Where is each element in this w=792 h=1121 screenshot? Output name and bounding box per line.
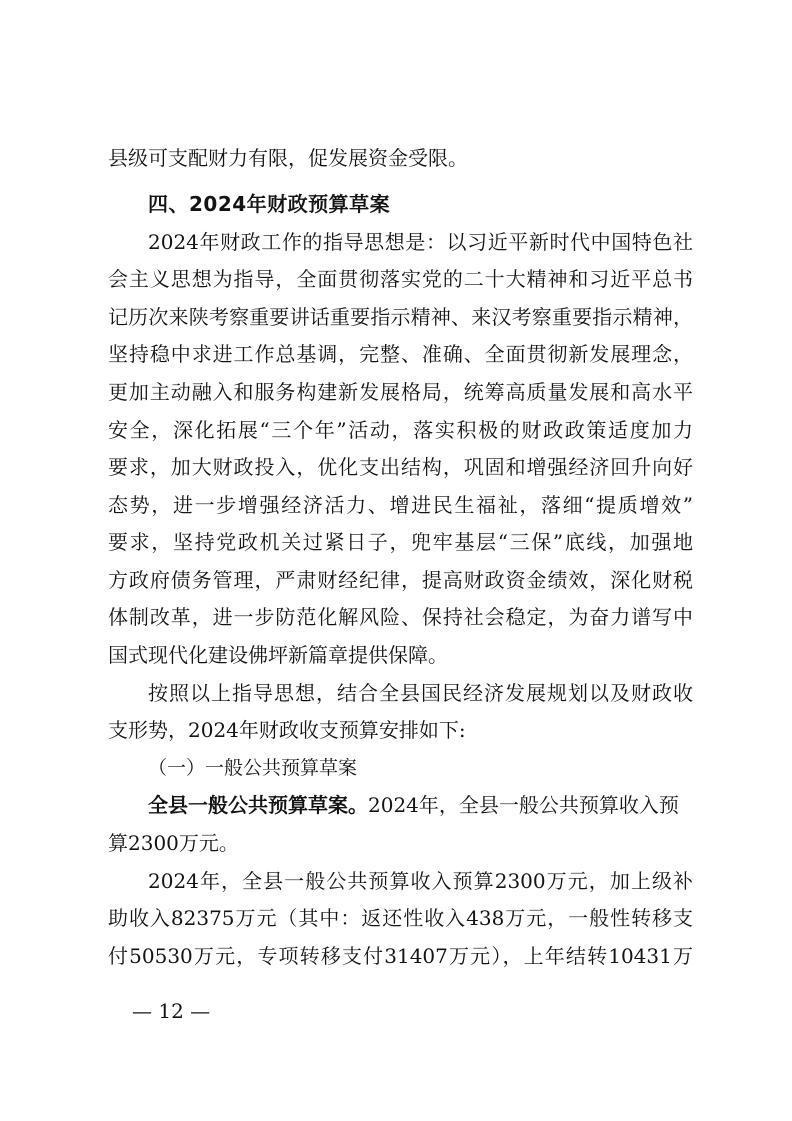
subsection-heading: （一）一般公共预算草案 — [148, 757, 358, 779]
paragraph-line: 更加主动融入和服务构建新发展格局，统筹高质量发展和高水平 — [108, 380, 693, 404]
paragraph-line: 要求，加大财政投入，优化支出结构，巩固和增强经济回升向好 — [108, 455, 693, 479]
section-heading: 四、2024年财政预算草案 — [148, 192, 391, 216]
paragraph-line — [148, 785, 693, 825]
paragraph-line: 支形势，2024年财政收支预算安排如下: — [108, 718, 466, 742]
paragraph-line: 态势，进一步增强经济活力、增进民生福祉，落细“提质增效” — [108, 493, 693, 517]
paragraph-line: 按照以上指导思想，结合全县国民经济发展规划以及财政收 — [148, 681, 693, 705]
page-number: — 12 — — [132, 999, 211, 1023]
paragraph-line: 2024年，全县一般公共预算收入预算2300万元，加上级补 — [148, 869, 693, 893]
paragraph-line: 方政府债务管理，严肃财经纪律，提高财政资金绩效，深化财税 — [108, 568, 693, 592]
paragraph-line: 付50530万元，专项转移支付31407万元），上年结转10431万 — [108, 944, 693, 968]
paragraph-line: 坚持稳中求进工作总基调，完整、准确、全面贯彻新发展理念， — [108, 342, 693, 366]
paragraph-line: 助收入82375万元（其中：返还性收入438万元，一般性转移支 — [108, 906, 693, 930]
paragraph-line: 记历次来陕考察重要讲话重要指示精神、来汉考察重要指示精神， — [108, 305, 693, 329]
paragraph-line: 县级可支配财力有限，促发展资金受限。 — [108, 146, 468, 170]
paragraph-text: 2024年，全县一般公共预算收入预 — [368, 793, 679, 817]
paragraph-line: 安全，深化拓展“三个年”活动，落实积极的财政政策适度加力 — [108, 418, 693, 442]
paragraph-line: 会主义思想为指导，全面贯彻落实党的二十大精神和习近平总书 — [108, 267, 693, 291]
paragraph-line: 国式现代化建设佛坪新篇章提供保障。 — [108, 643, 448, 667]
paragraph-line: 2024年财政工作的指导思想是：以习近平新时代中国特色社 — [148, 230, 693, 254]
paragraph-line: 要求，坚持党政机关过紧日子，兜牢基层“三保”底线，加强地 — [108, 530, 693, 554]
bold-lead-text: 全县一般公共预算草案。 — [148, 793, 368, 817]
paragraph-line: 体制改革，进一步防范化解风险、保持社会稳定，为奋力谱写中 — [108, 605, 693, 629]
paragraph-line: 算2300万元。 — [108, 831, 239, 855]
